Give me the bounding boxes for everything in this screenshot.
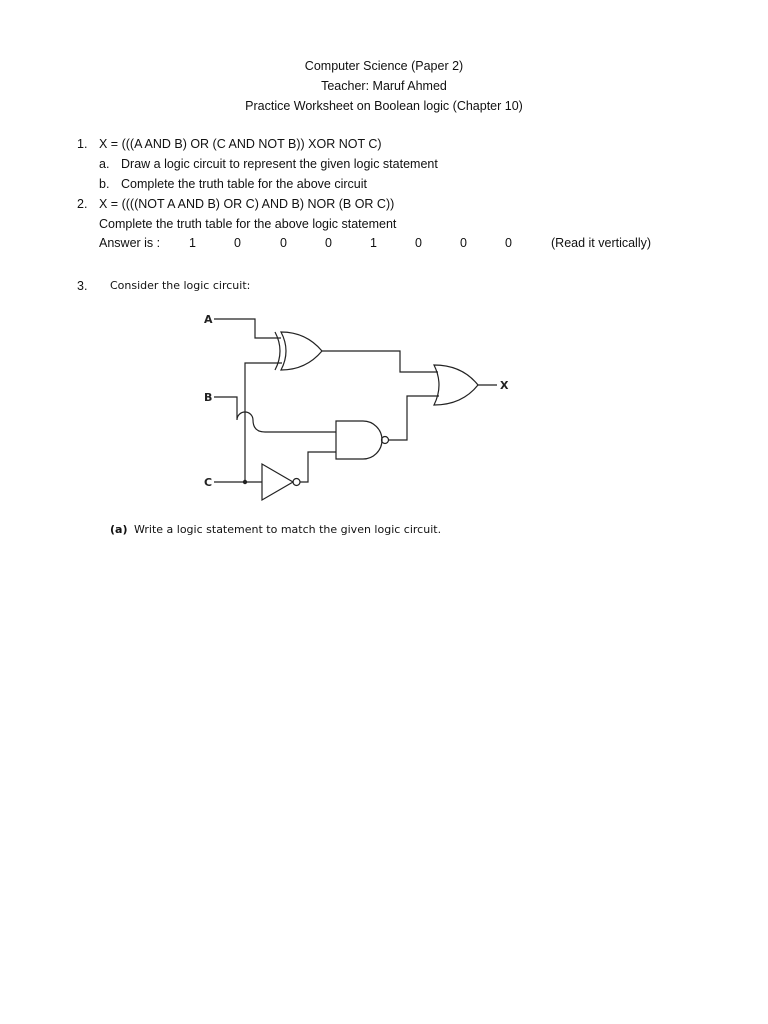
wire-xor-out (322, 351, 438, 372)
wire-b (214, 397, 336, 432)
answer-note: (Read it vertically) (551, 236, 652, 250)
or-gate (434, 365, 478, 405)
wire-a (214, 319, 281, 338)
question-number: 3. (77, 279, 88, 293)
teacher-name: Teacher: Maruf Ahmed (321, 79, 447, 93)
worksheet-title: Practice Worksheet on Boolean logic (Chapter 10) (245, 99, 523, 113)
input-label-b: B (204, 391, 213, 404)
part-a-text: Write a logic statement to match the given logic circuit. (134, 523, 442, 536)
answer-value: 1 (370, 236, 377, 250)
course-title: Computer Science (Paper 2) (304, 59, 464, 73)
output-label-x: X (500, 379, 509, 392)
part-text: Complete the truth table for the above circuit (121, 177, 367, 191)
part-text: Draw a logic circuit to represent the given logic statement (121, 157, 438, 171)
part-a-letter: (a) (110, 523, 128, 536)
answer-value: 0 (460, 236, 467, 250)
wire-c-to-xor (245, 363, 282, 482)
wire-not-out (300, 452, 336, 482)
question-number: 1. (77, 137, 88, 151)
nand-gate (336, 421, 382, 459)
answer-value: 1 (189, 236, 196, 250)
not-gate (262, 464, 293, 500)
input-label-a: A (204, 313, 213, 326)
question-3-intro: Consider the logic circuit: (110, 279, 251, 292)
answer-value: 0 (234, 236, 241, 250)
question-statement: X = ((((NOT A AND B) OR C) AND B) NOR (B OR C)) (99, 197, 395, 211)
part-letter: a. (99, 157, 110, 171)
question-number: 2. (77, 197, 88, 211)
wire-junction (243, 480, 247, 484)
answer-value: 0 (325, 236, 332, 250)
answer-value: 0 (415, 236, 422, 250)
question-instruction: Complete the truth table for the above logic statement (99, 217, 397, 231)
answer-value: 0 (505, 236, 512, 250)
answer-label: Answer is : (99, 236, 161, 250)
xor-gate (281, 332, 322, 370)
input-label-c: C (204, 476, 213, 489)
wire-nand-out (389, 396, 440, 440)
answer-value: 0 (280, 236, 287, 250)
question-statement: X = (((A AND B) OR (C AND NOT B)) XOR NOT C) (99, 137, 382, 151)
part-letter: b. (99, 177, 110, 191)
